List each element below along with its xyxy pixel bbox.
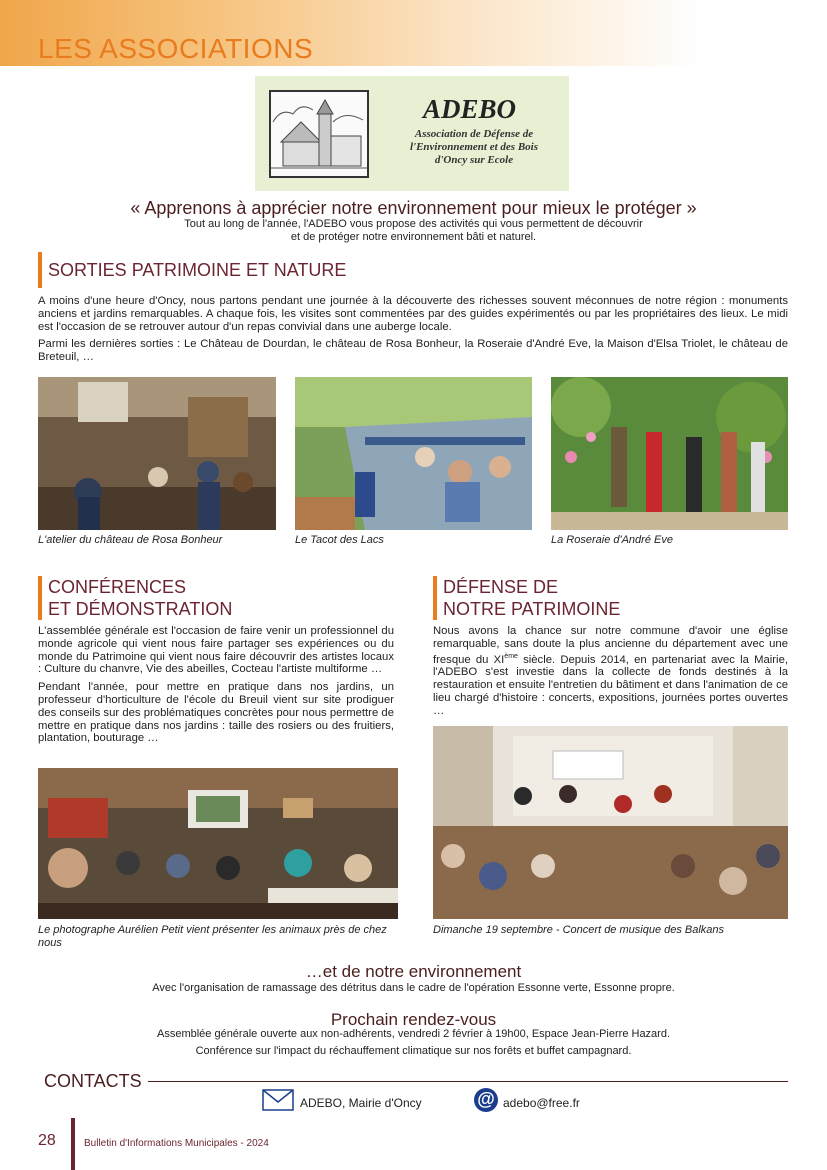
photo-concert-eglise [433, 726, 788, 919]
intro-line-1: Tout au long de l'année, l'ADEBO vous propose des activités qui vous permettent de découvrir [184, 218, 643, 230]
envelope-icon [262, 1089, 294, 1111]
logo-name: ADEBO [423, 94, 517, 124]
section-sorties-title [38, 252, 346, 288]
defense-text-sup: ème [504, 652, 518, 660]
conferences-paragraph-1: L'assemblée générale est l'occasion de faire venir un professionnel du monde agricole qui vient nous faire partager ses expériences ou du monde du Patrimoine qui vient nous faire découvrir des artistes locaux : Culture du chanvre, Vie des abeilles, Cocteau l'artiste multiforme … [38, 625, 394, 676]
footer-text: Bulletin d'Informations Municipales - 2024 [84, 1138, 269, 1149]
rendezvous-line-2: Conférence sur l'impact du réchauffement climatique sur nos forêts et buffet campagnard. [195, 1045, 632, 1057]
caption-rosa-bonheur: L'atelier du château de Rosa Bonheur [38, 534, 223, 546]
section-conferences-title [38, 576, 232, 620]
sorties-text [38, 295, 788, 369]
rendezvous-line-1: Assemblée générale ouverte aux non-adhérents, vendredi 2 février à 19h00, Espace Jean-Pierre Hazard. [156, 1028, 671, 1040]
contacts-divider [44, 1081, 788, 1082]
footer-bar [71, 1118, 75, 1170]
conferences-title-line-1: CONFÉRENCES [48, 577, 187, 597]
section-defense-title [433, 576, 620, 620]
at-icon: @ [474, 1088, 498, 1112]
contact-address: ADEBO, Mairie d'Oncy [300, 1096, 422, 1110]
photo-tacot-des-lacs [295, 377, 532, 530]
environment-title: …et de notre environnement [305, 962, 522, 981]
defense-text-a: Nous avons la chance sur notre commune d'avoir une église remarquable, sans doute la plus ancienne du département avec une fresque du XI [433, 625, 788, 666]
sorties-paragraph-2: Parmi les dernières sorties : Le Château de Dourdan, le château de Rosa Bonheur, la Roseraie d'André Eve, la Maison d'Elsa Triolet, le château de Breteuil, … [38, 338, 788, 364]
adebo-logo [255, 76, 569, 191]
contact-email[interactable]: adebo@free.fr [503, 1096, 580, 1110]
caption-concert: Dimanche 19 septembre - Concert de musique des Balkans [433, 924, 725, 936]
defense-paragraph-1 [433, 625, 788, 717]
conferences-paragraph-2: Pendant l'année, pour mettre en pratique dans nos jardins, un professeur d'horticulture de l'école du Breuil vient sur site prodiguer des conseils sur des problématiques concrètes pour nous permettre de mettre en pratique dans nos jardins : taille des rosiers ou des fruitiers, plantation, bouturage … [38, 681, 394, 745]
caption-photographe: Le photographe Aurélien Petit vient présenter les animaux près de chez nous [38, 924, 387, 949]
defense-title-line-2: NOTRE PATRIMOINE [443, 599, 621, 619]
page-title: LES ASSOCIATIONS [38, 33, 314, 64]
conferences-text [38, 625, 394, 750]
caption-roseraie: La Roseraie d'André Eve [551, 534, 673, 546]
intro [130, 218, 697, 244]
page-number: 28 [38, 1132, 56, 1149]
photo-conference [38, 768, 398, 919]
defense-text-b: siècle. Depuis 2014, en partenariat avec la Mairie, l'ADEBO s'est investie dans la collecte de fonds destinés à la restauration et ensuite l'entretien du bâtiment et dans l'animation de ce lieu chargé d'histoire : concerts, expositions, journées portes ouvertes … [433, 653, 788, 717]
motto: « Apprenons à apprécier notre environnement pour mieux le protéger » [130, 198, 697, 218]
rendezvous-title: Prochain rendez-vous [330, 1010, 497, 1029]
environment-text: Avec l'organisation de ramassage des détritus dans le cadre de l'opération Essonne verte, Essonne propre. [152, 982, 675, 994]
sorties-title-text: SORTIES PATRIMOINE ET NATURE [48, 260, 347, 280]
contacts-title: CONTACTS [44, 1071, 148, 1092]
photo-atelier-rosa-bonheur [38, 377, 276, 530]
intro-line-2: et de protéger notre environnement bâti et naturel. [290, 231, 537, 243]
photo-roseraie-andre-eve [551, 377, 788, 530]
sorties-paragraph-1: A moins d'une heure d'Oncy, nous partons pendant une journée à la découverte des richesses souvent méconnues de notre région : monuments anciens et jardins remarquables. A chaque fois, les visites sont commentées par des guides expérimentés ou par les propriétaires des lieux. Le midi est l'occasion de se retrouver autour d'un repas convivial dans une auberge locale. [38, 295, 788, 333]
conferences-title-line-2: ET DÉMONSTRATION [48, 599, 233, 619]
defense-title-line-1: DÉFENSE DE [443, 577, 559, 597]
logo-church-drawing [269, 90, 369, 178]
logo-subtitle: Association de Défense de l'Environnement et des Bois d'Oncy sur Ecole [409, 128, 539, 166]
caption-tacot: Le Tacot des Lacs [295, 534, 384, 546]
defense-text [433, 625, 788, 722]
